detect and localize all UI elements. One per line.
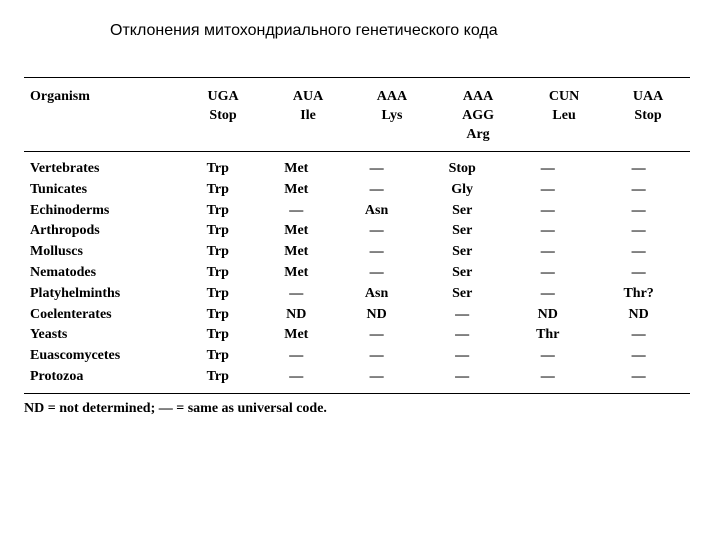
codon-cell: —: [455, 327, 470, 343]
codon-cell: Met: [284, 264, 309, 280]
header-line: Lys: [381, 108, 403, 123]
organism-cell: Echinoderms: [30, 202, 110, 218]
header-line: Stop: [634, 108, 662, 123]
codon-cell: Thr?: [623, 285, 654, 301]
header-aua: [266, 87, 350, 144]
table-row: [24, 305, 690, 326]
organism-cell: Arthropods: [30, 223, 100, 239]
organism-cell: Protozoa: [30, 368, 84, 384]
header-line: Ile: [300, 108, 316, 123]
organism-cell: Vertebrates: [30, 161, 100, 176]
codon-cell: —: [540, 264, 555, 280]
table-row: [24, 284, 690, 305]
codon-cell: —: [631, 161, 646, 176]
table-row: [24, 221, 690, 242]
table-row: [24, 325, 690, 346]
header-uga: [180, 87, 266, 144]
codon-cell: —: [631, 327, 646, 343]
table-row: [24, 159, 690, 180]
table-top-rule: [24, 77, 690, 78]
codon-cell: —: [631, 202, 646, 218]
header-line: AUA: [292, 89, 324, 104]
table-row: [24, 367, 690, 388]
header-line: Stop: [209, 108, 237, 123]
codon-cell: —: [289, 285, 304, 301]
slide-title: Отклонения митохондриального генетического кода: [110, 22, 498, 39]
header-aaa-lys: [350, 87, 434, 144]
codon-cell: ND: [537, 306, 558, 322]
organism-cell: Yeasts: [30, 327, 68, 343]
codon-cell: ND: [366, 306, 387, 322]
codon-cell: —: [631, 181, 646, 197]
header-uaa: [606, 87, 690, 144]
organism-cell: Tunicates: [30, 181, 88, 197]
codon-cell: Trp: [206, 161, 229, 176]
codon-cell: Thr: [536, 327, 560, 343]
codon-cell: —: [369, 348, 384, 364]
codon-cell: —: [540, 285, 555, 301]
codon-cell: Ser: [452, 285, 473, 301]
codon-cell: —: [369, 244, 384, 260]
header-aaa-agg: [434, 87, 522, 144]
codon-cell: —: [540, 223, 555, 239]
header-line: UGA: [207, 89, 239, 104]
header-cun: [522, 87, 606, 144]
codon-cell: Ser: [452, 223, 473, 239]
organism-cell: Euascomycetes: [30, 348, 121, 364]
organism-cell: Platyhelminths: [30, 285, 121, 301]
codon-cell: —: [455, 348, 470, 364]
codon-cell: Trp: [206, 181, 229, 197]
codon-cell: —: [631, 223, 646, 239]
codon-cell: —: [455, 368, 470, 384]
codon-cell: —: [631, 368, 646, 384]
codon-cell: Trp: [206, 285, 229, 301]
codon-cell: —: [369, 181, 384, 197]
codon-cell: —: [631, 244, 646, 260]
codon-cell: —: [631, 348, 646, 364]
codon-cell: Gly: [451, 181, 474, 197]
codon-cell: —: [631, 264, 646, 280]
codon-cell: Met: [284, 244, 309, 260]
codon-cell: —: [540, 161, 555, 176]
header-line: CUN: [548, 89, 580, 104]
codon-cell: Trp: [206, 244, 229, 260]
code-table-body: [24, 159, 690, 388]
codon-cell: —: [369, 161, 384, 176]
header-line: Organism: [30, 89, 90, 104]
header-line: Leu: [552, 108, 576, 123]
codon-cell: —: [455, 306, 470, 322]
table-row: [24, 346, 690, 367]
header-bottom-rule: [24, 151, 690, 152]
codon-cell: Trp: [206, 306, 229, 322]
organism-cell: Molluscs: [30, 244, 83, 260]
codon-cell: Met: [284, 181, 309, 197]
codon-cell: —: [540, 181, 555, 197]
organism-cell: Coelenterates: [30, 306, 112, 322]
header-row: [24, 87, 690, 144]
codon-cell: ND: [628, 306, 649, 322]
codon-cell: —: [540, 244, 555, 260]
codon-cell: Trp: [206, 264, 229, 280]
codon-cell: Ser: [452, 244, 473, 260]
codon-cell: —: [369, 368, 384, 384]
codon-cell: Met: [284, 327, 309, 343]
codon-cell: Trp: [206, 202, 229, 218]
table-row: [24, 242, 690, 263]
codon-cell: Met: [284, 223, 309, 239]
codon-cell: Trp: [206, 368, 229, 384]
header-line: AGG: [462, 108, 494, 123]
codon-cell: Asn: [364, 285, 389, 301]
codon-cell: ND: [286, 306, 307, 322]
header-line: AAA: [376, 89, 408, 104]
table-row: [24, 180, 690, 201]
header-organism: [24, 87, 180, 144]
header-line: Arg: [466, 127, 490, 142]
codon-cell: —: [540, 202, 555, 218]
header-line: AAA: [462, 89, 494, 104]
codon-cell: —: [289, 202, 304, 218]
table-row: [24, 201, 690, 222]
codon-cell: —: [369, 223, 384, 239]
codon-cell: —: [369, 327, 384, 343]
codon-cell: —: [289, 348, 304, 364]
codon-cell: Trp: [206, 327, 229, 343]
codon-cell: —: [369, 264, 384, 280]
codon-cell: Stop: [448, 161, 476, 176]
table-header: [24, 87, 690, 144]
organism-cell: Nematodes: [30, 264, 97, 280]
table-footnote: ND = not determined; — = same as universal code.: [24, 401, 327, 416]
codon-cell: —: [540, 368, 555, 384]
codon-cell: Trp: [206, 348, 229, 364]
codon-cell: Trp: [206, 223, 229, 239]
header-line: UAA: [632, 89, 664, 104]
table-bottom-rule: [24, 393, 690, 394]
table-row: [24, 263, 690, 284]
codon-cell: Met: [284, 161, 309, 176]
codon-cell: Ser: [452, 202, 473, 218]
codon-cell: —: [289, 368, 304, 384]
codon-cell: Ser: [452, 264, 473, 280]
codon-cell: Asn: [364, 202, 389, 218]
codon-cell: —: [540, 348, 555, 364]
